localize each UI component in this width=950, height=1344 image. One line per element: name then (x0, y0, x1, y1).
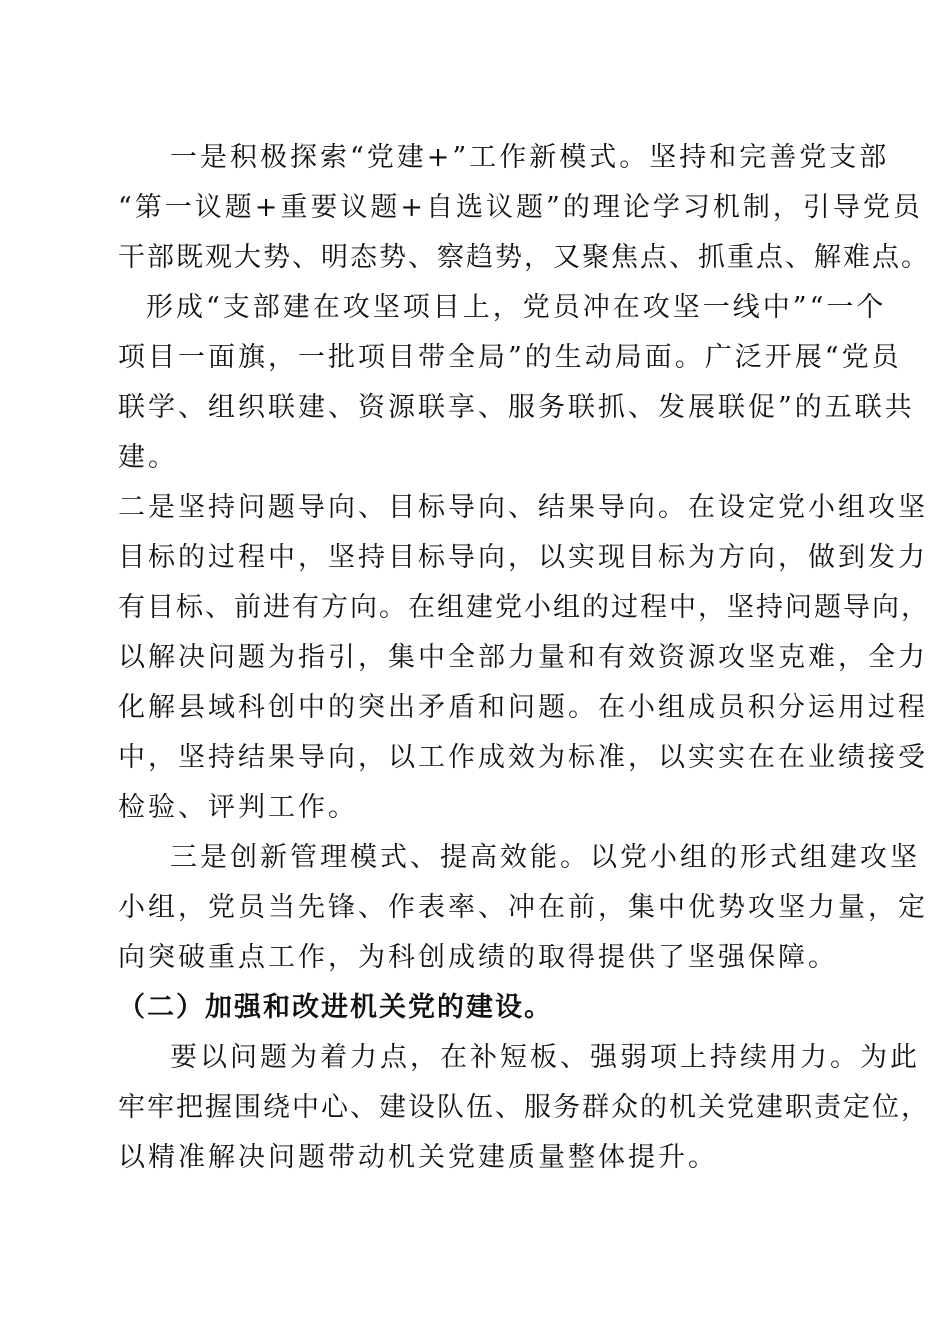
paragraph-1-line-2: “第一议题+重要议题+自选议题”的理论学习机制，引导党员 (118, 192, 923, 223)
paragraph-3-line-6: 中，坚持结果导向，以工作成效为标准，以实实在在业绩接受 (118, 742, 928, 773)
paragraph-3-line-7: 检验、评判工作。 (118, 792, 358, 823)
paragraph-3-line-1: 二是坚持问题导向、目标导向、结果导向。在设定党小组攻坚 (118, 492, 928, 523)
paragraph-1-line-1: 一是积极探索“党建+”工作新模式。坚持和完善党支部 (170, 142, 890, 173)
paragraph-5-line-1: 要以问题为着力点，在补短板、强弱项上持续用力。为此 (170, 1042, 920, 1073)
paragraph-4-line-2: 小组，党员当先锋、作表率、冲在前，集中优势攻坚力量，定 (118, 892, 928, 923)
paragraph-2-line-1: 形成“支部建在攻坚项目上，党员冲在攻坚一线中”“一个 (146, 292, 887, 323)
paragraph-3-line-2: 目标的过程中，坚持目标导向，以实现目标为方向，做到发力 (118, 542, 928, 573)
paragraph-1-line-3: 干部既观大势、明态势、察趋势，又聚焦点、抓重点、解难点。 (118, 242, 930, 273)
paragraph-4-line-1: 三是创新管理模式、提高效能。以党小组的形式组建攻坚 (170, 842, 920, 873)
paragraph-2-line-4: 建。 (118, 442, 178, 473)
paragraph-3-line-5: 化解县域科创中的突出矛盾和问题。在小组成员积分运用过程 (118, 692, 928, 723)
paragraph-3-line-3: 有目标、前进有方向。在组建党小组的过程中，坚持问题导向， (118, 592, 930, 623)
paragraph-5-line-2: 牢牢把握围绕中心、建设队伍、服务群众的机关党建职责定位， (118, 1092, 930, 1123)
paragraph-2-line-3: 联学、组织联建、资源联享、服务联抓、发展联促”的五联共 (118, 392, 915, 423)
paragraph-3-line-4: 以解决问题为指引，集中全部力量和有效资源攻坚克难，全力 (118, 642, 928, 673)
paragraph-2-line-2: 项目一面旗，一批项目带全局”的生动局面。广泛开展“党员 (118, 342, 902, 373)
paragraph-5-line-3: 以精准解决问题带动机关党建质量整体提升。 (118, 1142, 718, 1173)
paragraph-4-line-3: 向突破重点工作，为科创成绩的取得提供了坚强保障。 (118, 942, 838, 973)
section-heading: （二）加强和改进机关党的建设。 (118, 992, 553, 1023)
